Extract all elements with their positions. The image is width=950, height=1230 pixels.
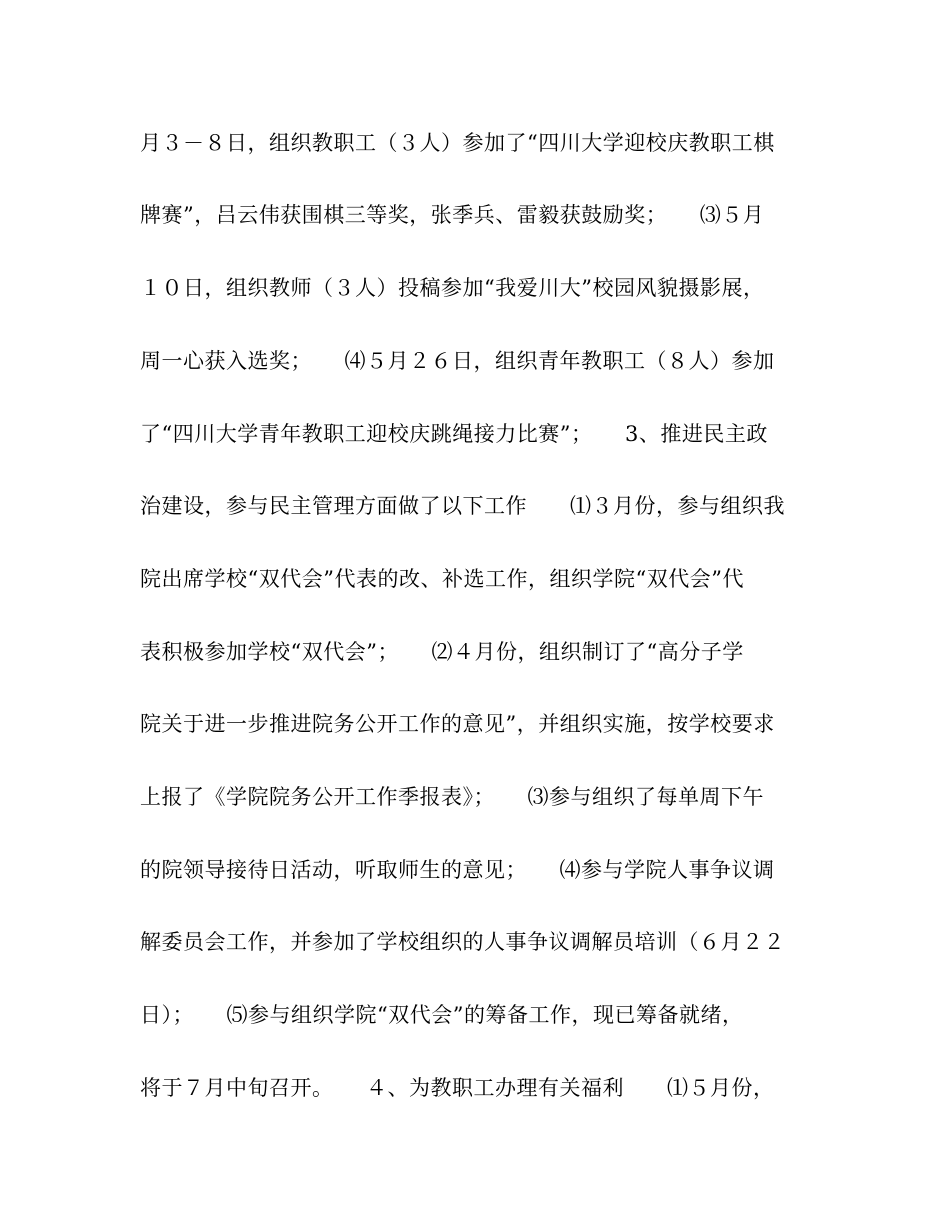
- text-line: 的院领导接待日活动，听取师生的意见； ⑷参与学院人事争议调: [140, 858, 775, 882]
- text-line: 了“四川大学青年教职工迎校庆跳绳接力比赛”； 3、推进民主政: [140, 422, 768, 446]
- text-line: 上报了《学院院务公开工作季报表》； ⑶参与组织了每单周下午: [140, 785, 764, 809]
- text-line: 解委员会工作，并参加了学校组织的人事争议调解员培训（６月２２: [140, 930, 785, 954]
- text-line: 周一心获入选奖； ⑷５月２６日，组织青年教职工（８人）参加: [140, 349, 775, 373]
- text-line: １０日，组织教师（３人）投稿参加“我爱川大”校园风貌摄影展，: [140, 276, 765, 300]
- text-line: 院关于进一步推进院务公开工作的意见”，并组织实施，按学校要求: [140, 712, 775, 736]
- text-line: 院出席学校“双代会”代表的改、补选工作，组织学院“双代会”代: [140, 567, 744, 591]
- text-line: 牌赛”，吕云伟获围棋三等奖，张季兵、雷毅获鼓励奖； ⑶５月: [140, 203, 765, 227]
- text-line: 日）； ⑸参与组织学院“双代会”的筹备工作，现已筹备就绪，: [140, 1003, 744, 1027]
- text-line: 表积极参加学校“双代会”； ⑵４月份，组织制订了“高分子学: [140, 640, 744, 664]
- text-line: 将于７月中旬召开。 ４、为教职工办理有关福利 ⑴５月份，: [140, 1076, 775, 1100]
- text-line: 月３－８日，组织教职工（３人）参加了“四川大学迎校庆教职工棋: [140, 131, 775, 155]
- text-line: 治建设，参与民主管理方面做了以下工作 ⑴３月份，参与组织我: [140, 494, 785, 518]
